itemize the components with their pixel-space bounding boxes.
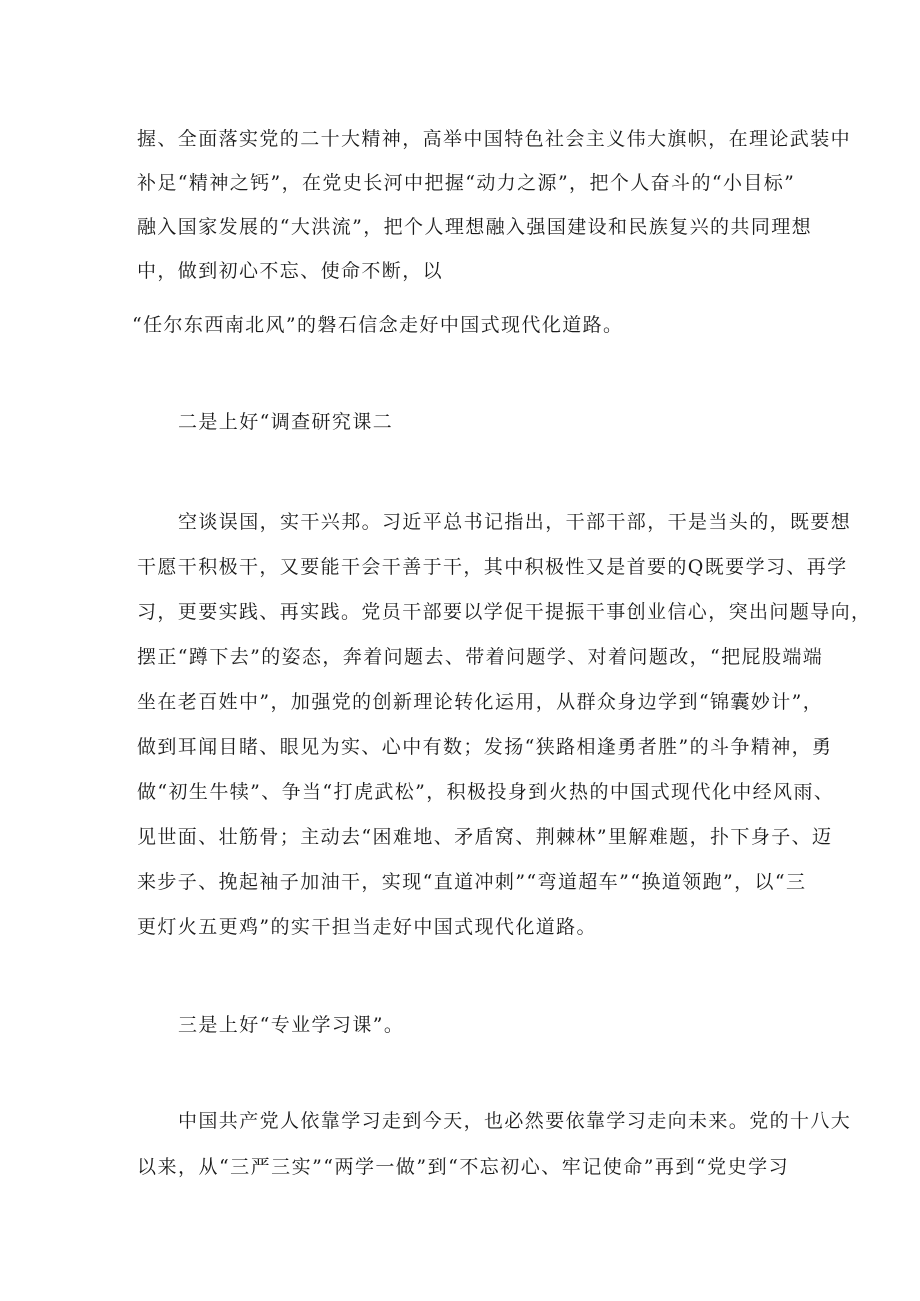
section-heading-3: 三是上好“专业学习课”。 <box>178 1014 405 1036</box>
paragraph-2-line-10: 更灯火五更鸡”的实干担当走好中国式现代化道路。 <box>137 916 597 938</box>
paragraph-1-line-2: 补足“精神之钙”，在党史长河中把握“动力之源”，把个人奋斗的“小目标” <box>137 172 796 194</box>
paragraph-1-line-4: 中，做到初心不忘、使命不断，以 <box>137 260 444 282</box>
paragraph-2-line-7: 做“初生牛犊”、争当“打虎武松”，积极投身到火热的中国式现代化中经风雨、 <box>137 781 835 803</box>
paragraph-2-line-1: 空谈误国，实干兴邦。习近平总书记指出，干部干部，干是当头的，既要想 <box>178 511 852 533</box>
paragraph-1-line-1: 握、全面落实党的二十大精神，高举中国特色社会主义伟大旗帜，在理论武装中 <box>137 128 852 150</box>
paragraph-2-line-2: 干愿干积极干，又要能干会干善于干，其中积极性又是首要的Q既要学习、再学 <box>137 556 848 578</box>
paragraph-2-line-4: 摆正“蹲下去”的姿态，奔着问题去、带着问题学、对着问题改，“把屁股端端 <box>137 646 824 668</box>
paragraph-1-line-3: 融入国家发展的“大洪流”，把个人理想融入强国建设和民族复兴的共同理想 <box>137 216 813 238</box>
section-heading-2: 二是上好“调查研究课二 <box>178 411 394 433</box>
paragraph-2-line-6: 做到耳闻目睹、眼见为实、心中有数；发扬“狭路相逢勇者胜”的斗争精神，勇 <box>137 736 833 758</box>
paragraph-3-line-1: 中国共产党人依靠学习走到今天，也必然要依靠学习走向未来。党的十八大 <box>178 1110 852 1132</box>
paragraph-2-line-3: 习，更要实践、再实践。党员干部要以学促干提振干事创业信心，突出问题导向， <box>137 601 872 623</box>
paragraph-2-line-9: 来步子、挽起袖子加油干，实现“直道冲刺”“弯道超车”“换道领跑”，以“三 <box>137 871 807 893</box>
paragraph-3-line-2: 以来，从“三严三实”“两学一做”到“不忘初心、牢记使命”再到“党史学习 <box>137 1156 789 1178</box>
paragraph-2-line-8: 见世面、壮筋骨；主动去“困难地、矛盾窝、荆棘林”里解难题，扑下身子、迈 <box>137 826 833 848</box>
paragraph-1-line-5: “任尔东西南北风”的磐石信念走好中国式现代化道路。 <box>132 314 624 336</box>
paragraph-2-line-5: 坐在老百姓中”，加强党的创新理论转化运用，从群众身边学到“锦囊妙计”， <box>137 691 824 713</box>
